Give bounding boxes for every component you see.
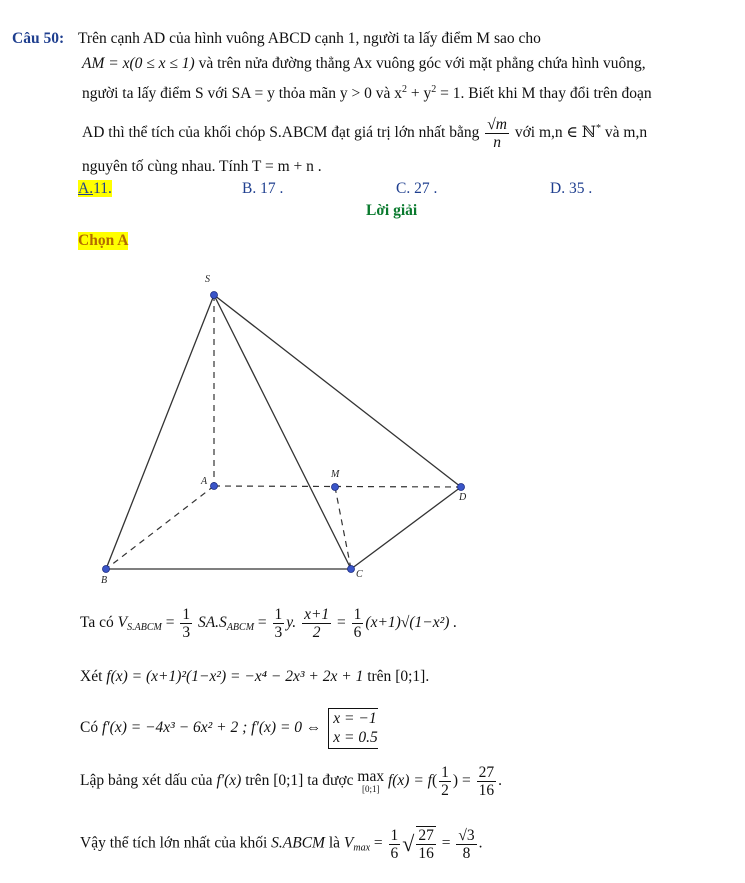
question-line-3: người ta lấy điểm S với SA = y thỏa mãn y > 0 và $x^2 + y^2 = 1$. Biết khi M thay đổi trên đoạn (82, 84, 652, 102)
point-s (211, 292, 218, 299)
question-text-3c: = 1. Biết khi M thay đổi trên đoạn (440, 85, 652, 102)
point-b (103, 566, 110, 573)
point-c (348, 566, 355, 573)
option-d[interactable]: D. 35 . (550, 180, 593, 197)
question-line-1 (12, 30, 541, 48)
answer-label: Chọn A (78, 232, 129, 249)
solution-step-5: Vậy thể tích lớn nhất của khối S.ABCM là $V_{max}$ = $\frac{1}{6}$ √ $\frac{27}{16}$ = $\frac{√3}{8}$ . (80, 826, 483, 863)
question-fraction: $\frac{√m}{n}$ (487, 116, 507, 152)
question-text-4a: AD thì thể tích của khối chóp S.ABCM đạt giá trị lớn nhất bằng (82, 124, 480, 142)
question-line-2 (82, 55, 646, 73)
question-label: Câu 50: (12, 30, 65, 47)
option-a[interactable]: A.11. (78, 180, 112, 197)
question-text-1: Trên cạnh AD của hình vuông ABCD cạnh 1, người ta lấy điểm M sao cho (77, 30, 541, 47)
point-m (332, 484, 339, 491)
label-c: C (356, 569, 363, 580)
solution-step-2: Xét f(x) = (x+1)²(1−x²) = −x⁴ − 2x³ + 2x + 1 trên [0;1]. (80, 668, 430, 685)
label-m: M (331, 469, 340, 480)
label-a: A (201, 476, 208, 487)
solution-title: Lời giải (366, 202, 418, 219)
solution-step-4: Lập bảng xét dấu của f′(x) trên [0;1] ta được max [0;1] f(x) = f( $\frac{1}{2}$ ) = $\frac{27}{16}$ . (80, 764, 502, 800)
question-text-3a: người ta lấy điểm S với SA = y thỏa mãn y > 0 và x (82, 85, 402, 102)
edge-sd (214, 295, 461, 487)
edge-sc (214, 295, 351, 569)
question-line-5: nguyên tố cùng nhau. Tính T = m + n . (82, 158, 322, 175)
question-text-2b: và trên nửa đường thẳng Ax vuông góc với mặt phẳng chứa hình vuông, (198, 55, 646, 72)
edge-mc (335, 487, 351, 569)
question-text-4c: và m,n (604, 124, 648, 142)
question-line-4: AD thì thể tích của khối chóp S.ABCM đạt giá trị lớn nhất bằng $\frac{√m}{n}$ với m,n ∈ ℕ* và m,n (82, 116, 648, 152)
label-s: S (205, 274, 210, 285)
option-b[interactable]: B. 17 . (242, 180, 284, 197)
label-d: D (459, 492, 467, 503)
point-d (458, 484, 465, 491)
question-text-3b: + y (410, 85, 432, 102)
point-a (211, 483, 218, 490)
pyramid-figure (90, 260, 480, 590)
solution-step-3: Có f′(x) = −4x³ − 6x² + 2 ; f′(x) = 0 ⇔ x = −1 x = 0.5 (80, 708, 378, 749)
edge-cd (351, 487, 461, 569)
solution-step-1: Ta có $V_{S.ABCM}$ = $\frac{1}{3}$ $SA.S_{ABCM}$ = $\frac{1}{3}$ y. $\frac{x+1}{2}$ = $\frac{1}{6}$ (x+1)√(1−x²) . (80, 606, 458, 642)
option-c[interactable]: C. 27 . (396, 180, 438, 197)
question-text-2a: AM = x(0 ≤ x ≤ 1) (82, 55, 195, 72)
label-b: B (101, 575, 108, 586)
question-text-4b: với m,n ∈ ℕ (514, 124, 597, 142)
